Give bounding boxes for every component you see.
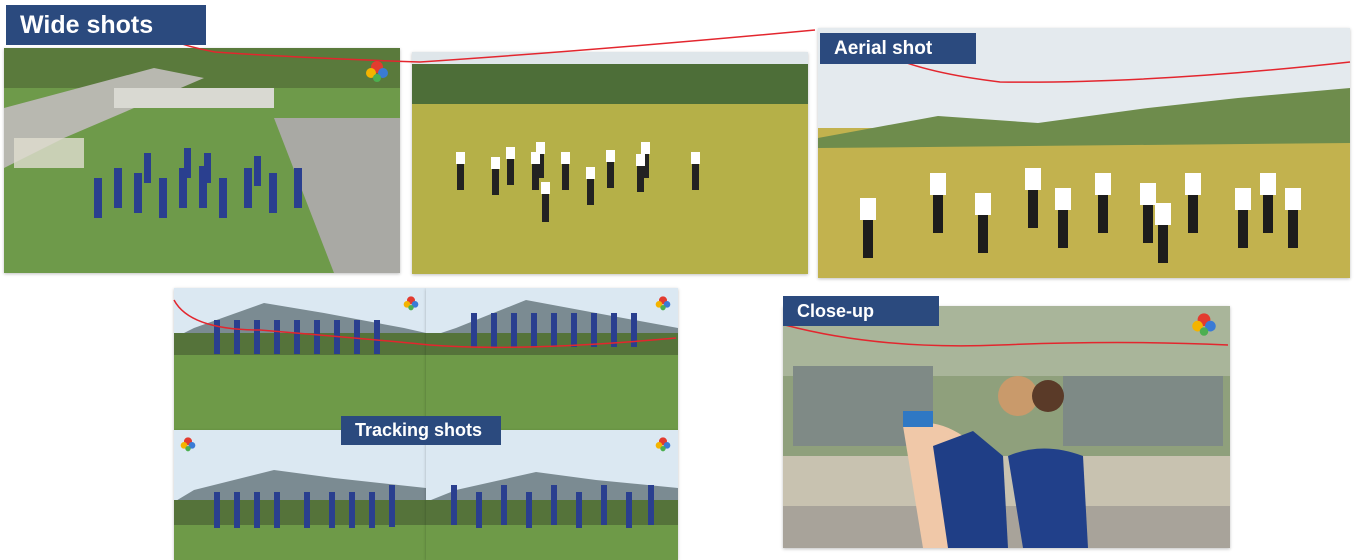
tracking-shots-label: Tracking shots (341, 416, 501, 445)
wide-shot-photo-2 (412, 52, 808, 274)
flower-logo-icon (1188, 308, 1220, 340)
flower-logo-icon (653, 434, 673, 454)
wide-shots-label: Wide shots (6, 5, 206, 45)
tracking-shot-photo-1 (174, 288, 426, 430)
flower-logo-icon (362, 56, 392, 86)
tracking-shot-photo-2 (426, 288, 678, 430)
flower-logo-icon (178, 434, 198, 454)
flower-logo-icon (653, 293, 673, 313)
flower-logo-icon (401, 293, 421, 313)
closeup-label: Close-up (783, 296, 939, 326)
tracking-shot-photo-3 (174, 430, 426, 560)
aerial-shot-photo (818, 28, 1350, 278)
wide-shot-photo-1 (4, 48, 400, 273)
aerial-shot-label: Aerial shot (820, 33, 976, 64)
closeup-photo (783, 306, 1230, 548)
tracking-shot-photo-4 (426, 430, 678, 560)
